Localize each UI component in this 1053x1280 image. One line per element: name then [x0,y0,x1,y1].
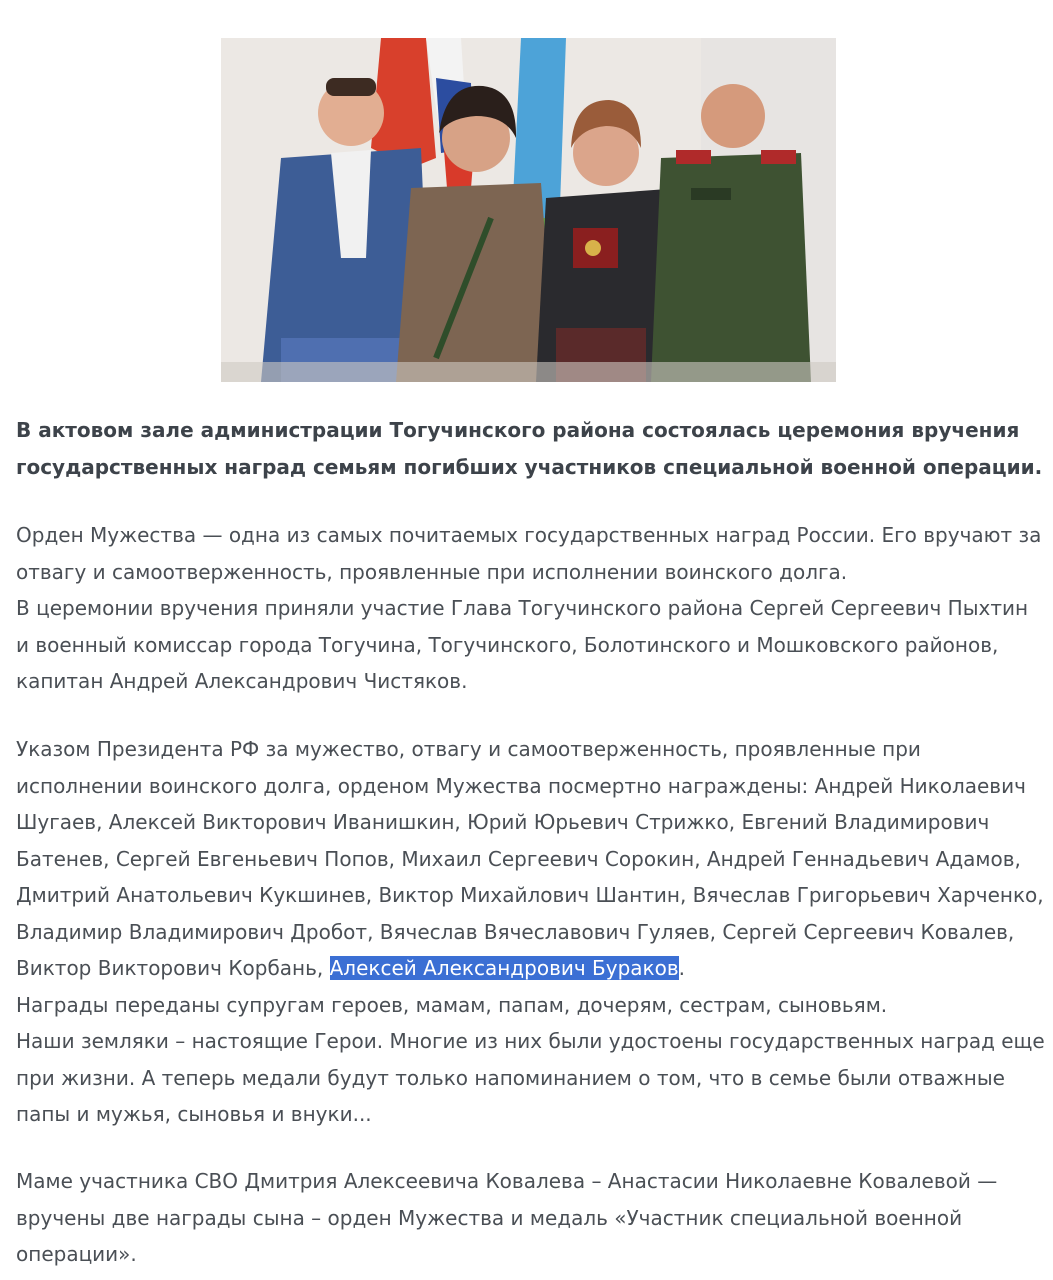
person-2 [396,183,556,382]
paragraph-kovalev: Маме участника СВО Дмитрия Алексеевича Ковалева – Анастасии Николаевне Ковалевой — вручены две награды сына – орден Мужества и медаль «Участник специальной военной операции». [16,1169,998,1266]
paragraph-order-info [16,517,1046,700]
person-4 [651,153,811,382]
selected-text[interactable]: Алексей Александрович Бураков [329,956,679,980]
paragraph-text: В церемонии вручения приняли участие Глава Тогучинского района Сергей Сергеевич Пыхтин и военный комиссар города Тогучина, Тогучинского, Болотинского и Мошковского районов, капитан Андрей Александрович Чистяков. [16,596,1029,693]
paragraph-awardees [16,731,1046,1133]
paragraph-text: Орден Мужества — одна из самых почитаемых государственных наград России. Его вручают за отвагу и самоотверженность, проявленные при исполнении воинского долга. [16,523,1042,584]
paragraph-text: Награды переданы супругам героев, мамам, папам, дочерям, сестрам, сыновьям. [16,992,888,1017]
photo-illustration [221,38,836,382]
paragraph-text: Указом Президента РФ за мужество, отвагу и самоотверженность, проявленные при исполнении воинского долга, орденом Мужества посмертно награждены: Андрей Николаевич Шугаев, Алексей Викторович Иванишкин, Юрий Юрьевич Стрижко, Евгений Владимирович Батенев, Сергей Евгеньевич Попов, Михаил Сергеевич Сорокин, Андрей Геннадьевич Адамов, Дмитрий Анатольевич Кукшинев, Виктор Михайлович Шантин, Вячеслав Григорьевич Харченко, Владимир Владимирович Дробот, Вячеслав Вячеславович Гуляев, Сергей Сергеевич Ковалев, Виктор Викторович Корбань, [16,737,1044,980]
paragraph-text: Наши земляки – настоящие Герои. Многие из них были удостоены государственных наград еще при жизни. А теперь медали будут только напоминанием о том, что в семье были отважные папы и мужья, сыновья и внуки... [16,1029,1045,1126]
article-lead: В актовом зале администрации Тогучинского района состоялась церемония вручения государственных наград семьям погибших участников специальной военной операции. [16,418,1043,479]
paragraph-text: . [678,956,685,980]
ceremony-photo [221,38,836,382]
